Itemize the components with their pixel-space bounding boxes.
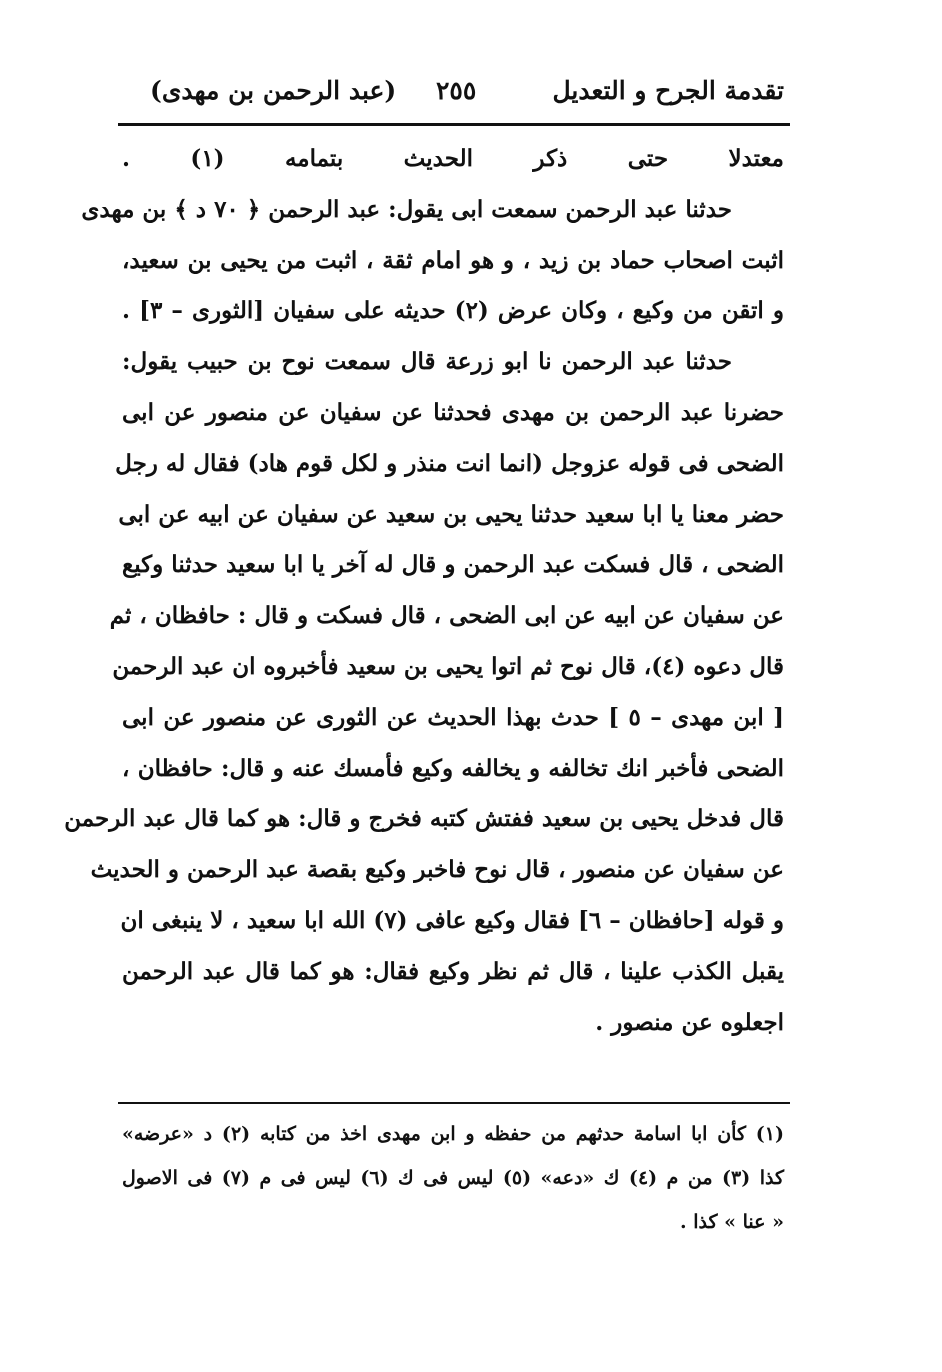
text-line: حضر معنا يا ابا سعيد حدثنا يحيى بن سعيد عن سفيان عن ابيه عن ابى [118, 500, 784, 528]
text-line: يقبل الكذب علينا ، قال ثم نظر وكيع فقال: هو كما قال عبد الرحمن [122, 957, 784, 985]
text-line: الضحى ، قال فسكت عبد الرحمن و قال له آخر يا ابا سعيد حدثنا وكيع [122, 551, 784, 579]
text-line: قال دعوه (٤)، قال نوح ثم اتوا يحيى بن سعيد فأخبروه ان عبد الرحمن [112, 652, 784, 680]
text-line: اجعلوه عن منصور . [595, 1008, 784, 1036]
footnote-line: كذا (٣) من م (٤) ك «دعه» (٥) ليس فى ك (٦) ليس فى م (٧) فى الاصول [122, 1167, 785, 1189]
footnotes [122, 1112, 784, 1244]
section-title: (عبد الرحمن بن مهدى) [150, 76, 397, 105]
page-number: ٢٥٥ [436, 76, 477, 105]
book-page [64, 0, 790, 1372]
text-line: حضرنا عبد الرحمن بن مهدى فحدثنا عن سفيان عن منصور عن ابى [122, 398, 784, 426]
text-line: الضحى فى قوله عزوجل (انما انت منذر و لكل قوم هاد) فقال له رجل [115, 449, 784, 477]
text-line: و اتقن من وكيع ، وكان عرض (٢) حديثه على سفيان [الثورى – ٣] . [122, 297, 784, 325]
text-line: عن سفيان عن ابيه عن ابى الضحى ، قال فسكت و قال : حافظان ، ثم [109, 602, 784, 630]
footnote-rule [118, 1102, 790, 1104]
text-line: عن سفيان عن منصور ، قال نوح فاخبر وكيع بقصة عبد الرحمن و الحديث [90, 856, 784, 884]
footnote-line: « عنا » كذا . [680, 1211, 784, 1233]
text-line: الضحى فأخبر انك تخالفه و يخالفه وكيع فأمسك عنه و قال: حافظان ، [122, 754, 784, 782]
text-line: حدثنا عبد الرحمن سمعت ابى يقول: عبد الرحمن ﴿ ٧٠ د ﴾ بن مهدى [81, 195, 732, 223]
page-header [118, 66, 790, 116]
text-line: قال فدخل يحيى بن سعيد ففتش كتبه فخرج و قال: هو كما قال عبد الرحمن [64, 805, 784, 833]
main-text [64, 134, 784, 1048]
text-line: و قوله [حافظان – ٦] فقال وكيع عافى (٧) الله ابا سعيد ، لا ينبغى ان [120, 906, 784, 934]
text-line: حدثنا عبد الرحمن نا ابو زرعة قال سمعت نوح بن حبيب يقول: [122, 348, 732, 376]
text-line: [ ابن مهدى – ٥ ] حدث بهذا الحديث عن الثورى عن منصور عن ابى [122, 703, 784, 731]
header-rule [118, 123, 790, 126]
text-line: معتدلا حتى ذكر الحديث بتمامه (١) . [122, 145, 784, 172]
text-line: اثبت اصحاب حماد بن زيد ، و هو امام ثقة ، اثبت من يحيى بن سعيد، [122, 246, 784, 274]
footnote-line: (١) كأن ابا اسامة حدثهم من حفظه و ابن مهدى اخذ من كتابه (٢) د «عرضه» [122, 1123, 785, 1145]
running-title: تقدمة الجرح و التعديل [552, 76, 784, 105]
